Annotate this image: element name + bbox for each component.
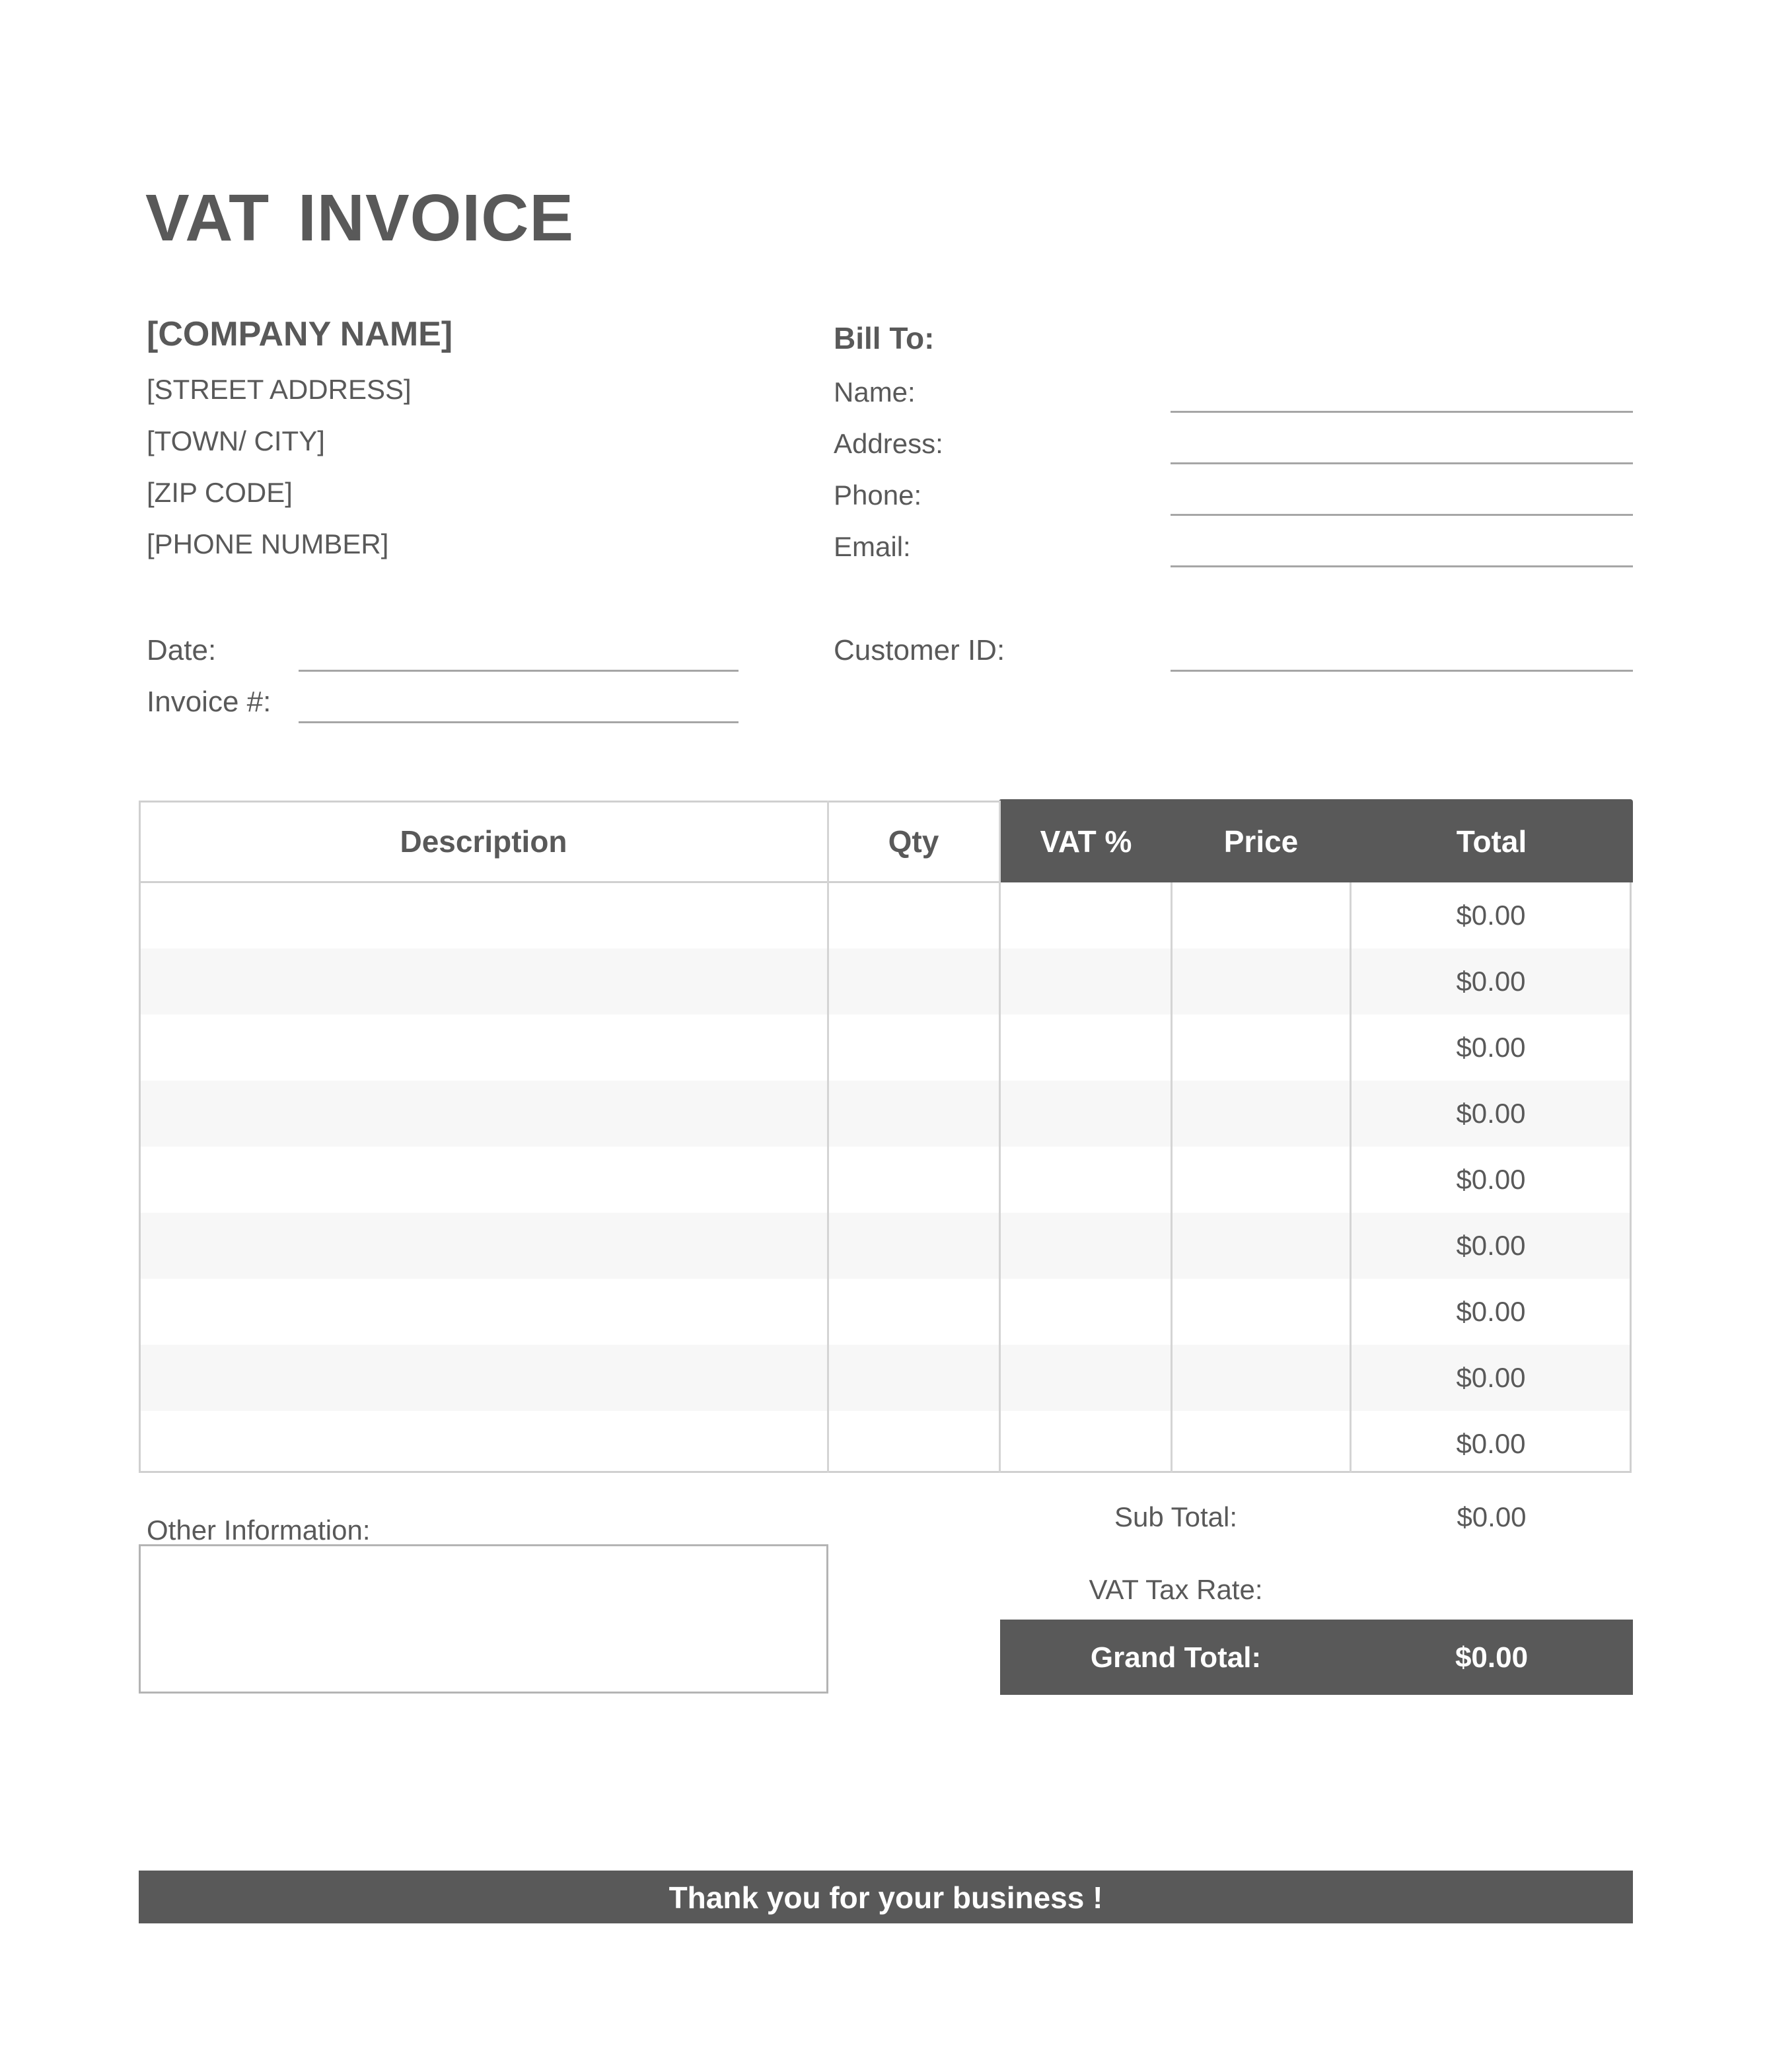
row-total: $0.00 [1456, 900, 1526, 931]
row-total: $0.00 [1456, 1230, 1526, 1261]
row-total: $0.00 [1456, 1032, 1526, 1063]
row-total: $0.00 [1456, 1428, 1526, 1459]
sub-total-value: $0.00 [1457, 1501, 1527, 1532]
bill-to-address-label: Address: [834, 428, 943, 459]
date-label: Date: [147, 634, 217, 666]
row-total: $0.00 [1456, 1164, 1526, 1195]
bill-to-heading: Bill To: [834, 321, 935, 355]
bill-to-phone-field[interactable] [1171, 514, 1633, 516]
company-street: [STREET ADDRESS] [147, 374, 412, 405]
column-divider [999, 801, 1001, 1473]
row-total: $0.00 [1456, 966, 1526, 997]
row-total: $0.00 [1456, 1296, 1526, 1327]
sub-total-label: Sub Total: [1114, 1501, 1238, 1532]
company-zip: [ZIP CODE] [147, 477, 293, 508]
company-phone: [PHONE NUMBER] [147, 528, 389, 559]
bill-to-name-label: Name: [834, 376, 916, 408]
company-town: [TOWN/ CITY] [147, 425, 325, 456]
row-total: $0.00 [1456, 1362, 1526, 1393]
header-price: Price [1223, 824, 1299, 859]
thank-you-message: Thank you for your business ! [668, 1880, 1103, 1915]
invoice-number-label: Invoice #: [147, 686, 271, 718]
grand-total-value: $0.00 [1455, 1641, 1529, 1674]
customer-id-label: Customer ID: [834, 634, 1005, 666]
date-field[interactable] [299, 670, 739, 672]
bill-to-address-field[interactable] [1171, 462, 1633, 464]
bill-to-name-field[interactable] [1171, 411, 1633, 413]
customer-id-field[interactable] [1171, 670, 1633, 672]
header-qty: Qty [888, 824, 939, 859]
column-divider [827, 801, 829, 1473]
invoice-title: VAT INVOICE [145, 181, 575, 255]
header-total: Total [1456, 824, 1527, 859]
vat-tax-rate-label: VAT Tax Rate: [1089, 1574, 1263, 1605]
grand-total-label: Grand Total: [1090, 1641, 1262, 1674]
header-divider [139, 881, 1000, 883]
bill-to-phone-label: Phone: [834, 480, 922, 511]
bill-to-email-field[interactable] [1171, 565, 1633, 567]
row-total: $0.00 [1456, 1098, 1526, 1129]
invoice-number-field[interactable] [299, 721, 739, 723]
column-divider [1171, 882, 1173, 1473]
header-vat: VAT % [1040, 824, 1132, 859]
other-info-label: Other Information: [147, 1515, 371, 1546]
other-info-box[interactable] [139, 1544, 828, 1694]
bill-to-email-label: Email: [834, 531, 911, 562]
header-description: Description [400, 824, 567, 859]
company-name: [COMPANY NAME] [147, 315, 453, 353]
